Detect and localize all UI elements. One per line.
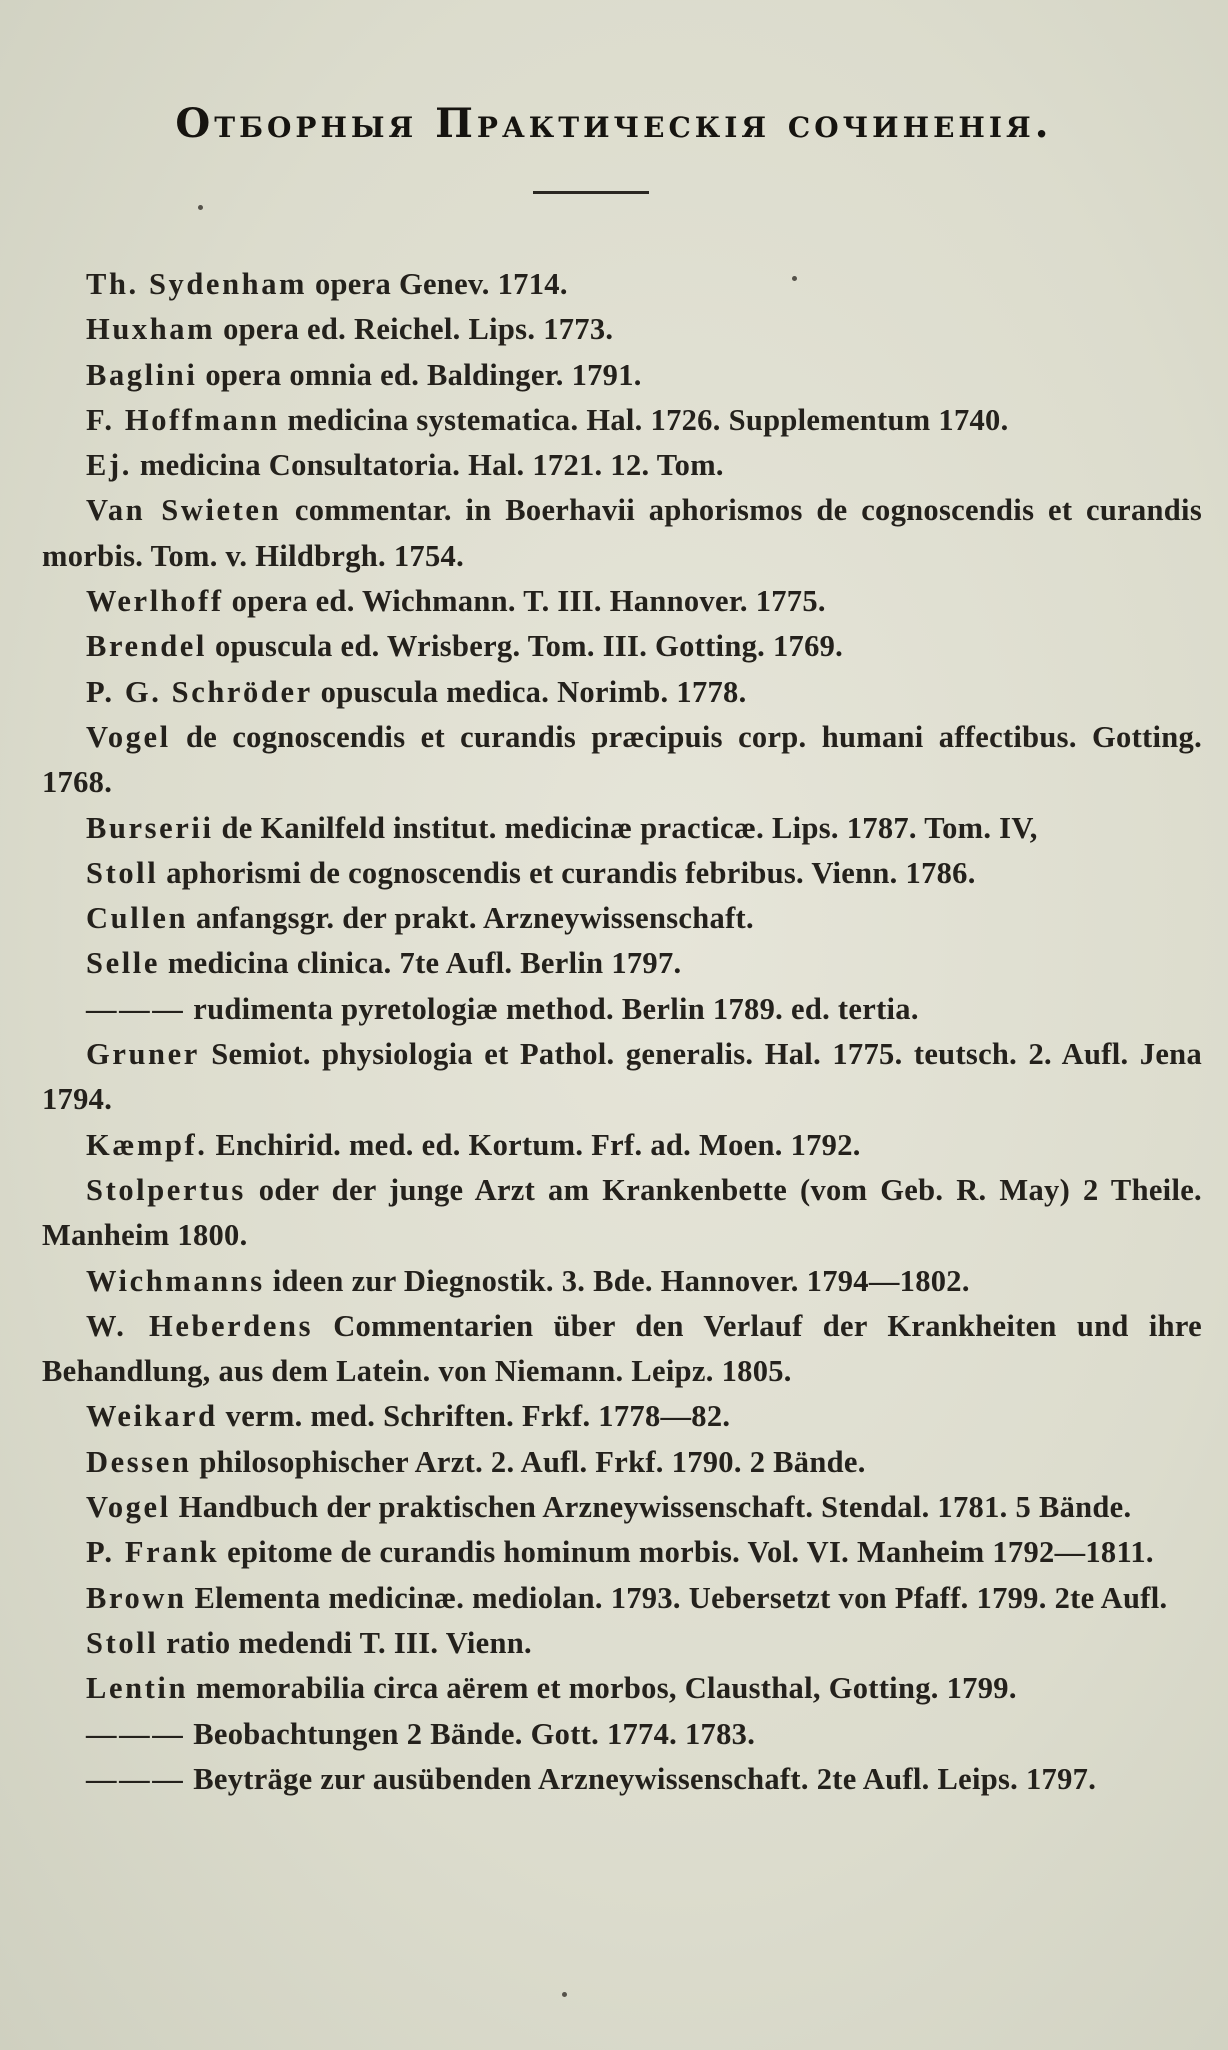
entry-author: ——— (86, 1761, 186, 1796)
entry-details: Beobachtungen 2 Bände. Gott. 1774. 1783. (185, 1716, 756, 1751)
list-item (42, 1712, 1202, 1757)
entry-details: commentar. in Boerhavii aphorismos de cognoscendis et curandis morbis. Tom. v. Hildbrgh. 1754. (42, 493, 1202, 573)
entry-author: ——— (86, 1716, 186, 1751)
list-item (42, 1168, 1202, 1259)
entry-details: opera ed. Reichel. Lips. 1773. (215, 312, 614, 347)
entry-author: Brendel (86, 629, 208, 664)
list-item (42, 443, 1202, 488)
list-item (42, 262, 1202, 307)
list-item (42, 1485, 1202, 1530)
entry-details: opera omnia ed. Baldinger. 1791. (197, 357, 642, 392)
ink-speck (562, 1992, 567, 1997)
list-item (42, 987, 1202, 1032)
entry-details: ratio medendi T. III. Vienn. (158, 1625, 532, 1660)
entry-author: Lentin (86, 1671, 189, 1706)
entry-details: Handbuch der praktischen Arzneywissenschaft. Stendal. 1781. 5 Bände. (170, 1490, 1132, 1525)
entry-details: rudimenta pyretologiæ method. Berlin 1789. ed. tertia. (185, 991, 919, 1026)
entry-author: Vogel (86, 719, 171, 754)
entry-details: anfangsgr. der prakt. Arzneywissenschaft. (188, 901, 754, 936)
list-item (42, 398, 1202, 443)
list-item (42, 1440, 1202, 1485)
entry-details: philosophischer Arzt. 2. Aufl. Frkf. 1790. 2 Bände. (191, 1444, 866, 1479)
ink-speck (792, 276, 797, 281)
entry-author: P. Frank (86, 1535, 220, 1570)
list-item (42, 1757, 1202, 1802)
entry-author: Ej. (86, 448, 132, 483)
list-item (42, 1530, 1202, 1575)
bibliography-list (42, 262, 1202, 1802)
entry-author: Cullen (86, 901, 189, 936)
entry-author: W. Heberdens (86, 1308, 314, 1343)
list-item (42, 307, 1202, 352)
entry-author: Huxham (86, 312, 216, 347)
list-item (42, 1032, 1202, 1123)
entry-details: memorabilia circa aërem et morbos, Clausthal, Gotting. 1799. (188, 1671, 1017, 1706)
list-item (42, 896, 1202, 941)
entry-author: Burserii (86, 810, 214, 845)
list-item (42, 1394, 1202, 1439)
entry-details: medicina systematica. Hal. 1726. Supplementum 1740. (279, 402, 1009, 437)
entry-details: epitome de curandis hominum morbis. Vol. VI. Manheim 1792—1811. (219, 1535, 1154, 1570)
list-item (42, 1304, 1202, 1395)
entry-author: Selle (86, 946, 160, 981)
list-item (42, 715, 1202, 806)
entry-details: de Kanilfeld institut. medicinæ practicæ. Lips. 1787. Tom. IV, (213, 810, 1038, 845)
list-item (42, 624, 1202, 669)
entry-details: Enchirid. med. ed. Kortum. Frf. ad. Moen. 1792. (207, 1127, 861, 1162)
entry-author: Weikard (86, 1399, 218, 1434)
entry-details: Elementa medicinæ. mediolan. 1793. Uebersetzt von Pfaff. 1799. 2te Aufl. (186, 1580, 1168, 1615)
list-item (42, 1259, 1202, 1304)
list-item (42, 851, 1202, 896)
title-divider (533, 191, 649, 194)
entry-details: verm. med. Schriften. Frkf. 1778—82. (217, 1399, 731, 1434)
list-item (42, 806, 1202, 851)
entry-author: Van Swieten (86, 493, 282, 528)
entry-details: oder der junge Arzt am Krankenbette (vom Geb. R. May) 2 Theile. Manheim 1800. (42, 1172, 1202, 1253)
list-item (42, 941, 1202, 986)
entry-author: P. G. Schröder (86, 674, 313, 709)
ink-speck (198, 205, 203, 210)
entry-author: Stolpertus (86, 1172, 246, 1207)
entry-details: opuscula ed. Wrisberg. Tom. III. Gotting. 1769. (207, 629, 844, 664)
entry-author: Th. Sydenham (86, 267, 308, 301)
entry-details: medicina Consultatoria. Hal. 1721. 12. Tom. (131, 448, 724, 483)
entry-details: medicina clinica. 7te Aufl. Berlin 1797. (160, 946, 682, 981)
list-item (42, 579, 1202, 624)
entry-details: ideen zur Diegnostik. 3. Bde. Hannover. 1794—1802. (264, 1263, 970, 1298)
list-item (42, 1666, 1202, 1711)
entry-details: Beyträge zur ausübenden Arzneywissenschaft. 2te Aufl. Leips. 1797. (185, 1761, 1097, 1796)
entry-author: Werlhoff (86, 584, 224, 619)
entry-author: Kæmpf. (86, 1127, 208, 1162)
list-item (42, 1123, 1202, 1168)
entry-details: aphorismi de cognoscendis et curandis febribus. Vienn. 1786. (158, 855, 976, 890)
page-title: Отборныя Практическія сочиненія. (175, 100, 1053, 147)
entry-details: opuscula medica. Norimb. 1778. (312, 674, 747, 709)
list-item (42, 1621, 1202, 1666)
entry-author: Dessen (86, 1444, 192, 1479)
entry-author: Brown (86, 1580, 187, 1615)
entry-author: Baglini (86, 357, 198, 392)
list-item (42, 353, 1202, 398)
entry-details: opera ed. Wichmann. T. III. Hannover. 1775. (223, 584, 826, 619)
entry-author: F. Hoffmann (86, 402, 280, 437)
entry-author: Vogel (86, 1490, 171, 1525)
entry-author: Gruner (86, 1037, 200, 1072)
entry-details: opera Genev. 1714. (307, 267, 568, 301)
entry-author: ——— (86, 991, 186, 1026)
list-item (42, 488, 1202, 579)
entry-details: de cognoscendis et curandis præcipuis corp. humani affectibus. Gotting. 1768. (42, 719, 1202, 800)
entry-author: Stoll (86, 1625, 159, 1660)
entry-details: Commentarien über den Verlauf der Krankheiten und ihre Behandlung, aus dem Latein. von Niemann. Leipz. 1805. (42, 1308, 1203, 1389)
list-item (42, 1576, 1202, 1621)
entry-author: Stoll (86, 855, 159, 890)
entry-author: Wichmanns (86, 1263, 265, 1298)
entry-details: Semiot. physiologia et Pathol. generalis. Hal. 1775. teutsch. 2. Aufl. Jena 1794. (42, 1037, 1202, 1117)
list-item (42, 670, 1202, 715)
